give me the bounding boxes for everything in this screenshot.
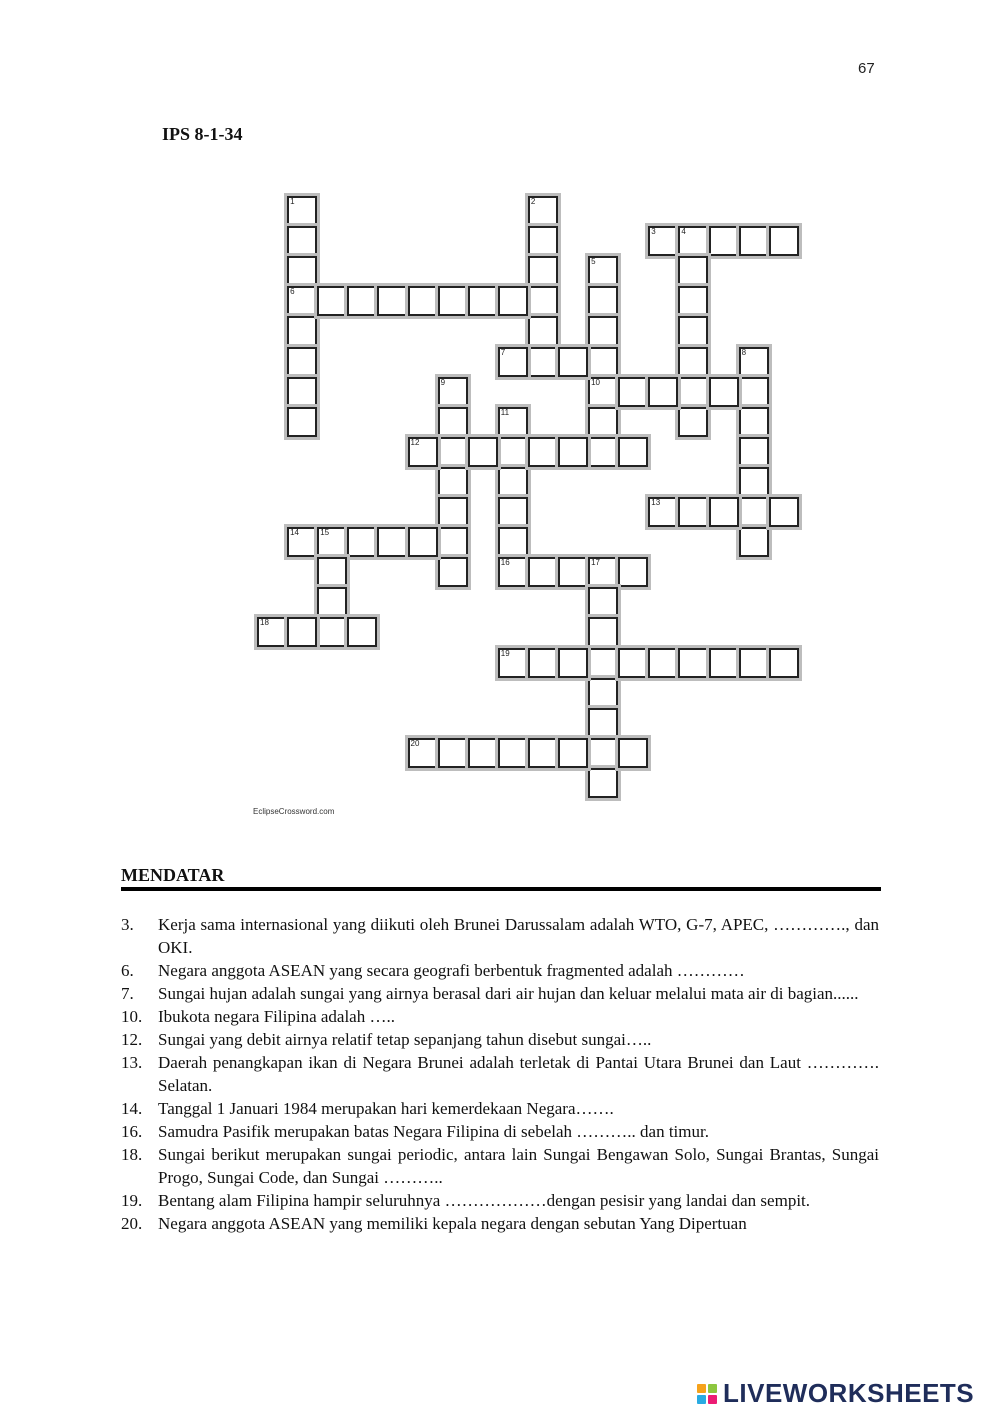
crossword-cell[interactable] [528,437,558,467]
crossword-letter-input[interactable] [741,409,767,435]
crossword-letter-input[interactable] [590,409,616,435]
crossword-cell[interactable] [287,196,317,226]
crossword-cell[interactable] [739,527,769,557]
crossword-letter-input[interactable] [620,740,646,766]
crossword-cell[interactable] [678,286,708,316]
crossword-letter-input[interactable] [620,559,646,585]
clue-item [121,1189,879,1212]
crossword-letter-input[interactable] [379,288,405,314]
crossword-cell[interactable] [438,407,468,437]
crossword-cell[interactable] [287,347,317,377]
crossword-letter-input[interactable] [289,379,315,405]
crossword-cell[interactable] [588,708,618,738]
crossword-letter-input[interactable] [500,650,526,676]
clue-list-mendatar [121,913,879,1235]
clue-text: Tanggal 1 Januari 1984 merupakan hari kemerdekaan Negara……. [158,1099,614,1118]
crossword-letter-input[interactable] [500,409,526,435]
liveworksheets-brand [697,1378,974,1409]
crossword-letter-input[interactable] [470,288,496,314]
brand-name: LIVEWORKSHEETS [723,1378,975,1408]
crossword-letter-input[interactable] [500,559,526,585]
crossword-letter-input[interactable] [590,619,616,645]
crossword-letter-input[interactable] [530,740,556,766]
crossword-letter-input[interactable] [530,198,556,224]
crossword-cell[interactable] [438,497,468,527]
crossword-cell[interactable] [739,497,769,527]
crossword-letter-input[interactable] [379,529,405,555]
clue-text: Sungai yang debit airnya relatif tetap sepanjang tahun disebut sungai….. [158,1030,652,1049]
crossword-letter-input[interactable] [590,379,616,405]
crossword-letter-input[interactable] [741,379,767,405]
crossword-cell[interactable] [739,347,769,377]
crossword-letter-input[interactable] [590,770,616,796]
crossword-letter-input[interactable] [470,740,496,766]
crossword-cell[interactable] [528,226,558,256]
crossword-cell[interactable] [648,377,678,407]
crossword-letter-input[interactable] [771,228,797,254]
crossword-letter-input[interactable] [319,288,345,314]
crossword-letter-input[interactable] [590,288,616,314]
crossword-cell[interactable] [468,286,498,316]
crossword-letter-input[interactable] [319,529,345,555]
clue-number-label: 13 [651,498,661,507]
clue-number: 6. [121,961,134,980]
clue-text: Bentang alam Filipina hampir seluruhnya ………………dengan pesisir yang landai dan sempit. [158,1191,811,1210]
clue-item [121,1143,879,1189]
crossword-letter-input[interactable] [741,439,767,465]
crossword-cell[interactable] [739,648,769,678]
crossword-letter-input[interactable] [530,439,556,465]
crossword-cell[interactable] [498,527,528,557]
crossword-letter-input[interactable] [771,499,797,525]
crossword-cell[interactable] [287,226,317,256]
crossword-cell[interactable] [588,617,618,647]
clue-number-label: 6 [290,287,295,297]
crossword-letter-input[interactable] [289,349,315,375]
crossword-cell[interactable] [588,587,618,617]
crossword-cell[interactable] [588,768,618,798]
crossword-cell[interactable] [287,617,317,647]
crossword-letter-input[interactable] [349,529,375,555]
crossword-letter-input[interactable] [650,228,676,254]
crossword-letter-input[interactable] [440,288,466,314]
logo-square [697,1384,706,1393]
clue-number-label: 10 [591,377,600,387]
clue-number-label: 4 [681,227,686,237]
clue-item [121,959,879,982]
crossword-cell[interactable] [558,738,588,768]
crossword-cell[interactable] [287,377,317,407]
crossword-letter-input[interactable] [560,559,586,585]
crossword-letter-input[interactable] [741,469,767,495]
clue-item [121,913,879,959]
crossword-cell[interactable] [678,407,708,437]
crossword-cell[interactable] [347,527,377,557]
crossword-cell[interactable] [498,407,528,437]
clue-text: Ibukota negara Filipina adalah ….. [158,1007,395,1026]
crossword-cell[interactable] [558,347,588,377]
crossword-cell[interactable] [468,738,498,768]
crossword-cell[interactable] [588,347,618,377]
crossword-letter-input[interactable] [741,650,767,676]
crossword-letter-input[interactable] [590,258,616,284]
clue-text: Samudra Pasifik merupakan batas Negara Filipina di sebelah ……….. dan timur. [158,1122,709,1141]
clue-number: 19. [121,1191,143,1210]
logo-square [708,1395,717,1404]
crossword-cell[interactable] [739,467,769,497]
crossword-cell[interactable] [347,617,377,647]
crossword-cell[interactable] [498,437,528,467]
crossword-letter-input[interactable] [500,349,526,375]
crossword-letter-input[interactable] [500,288,526,314]
clue-number: 7. [121,984,134,1003]
crossword-cell[interactable] [287,316,317,346]
crossword-cell[interactable] [588,407,618,437]
clue-text: Sungai hujan adalah sungai yang airnya berasal dari air hujan dan keluar melalui mata air di bagian...... [158,984,859,1003]
page-number: 67 [858,60,875,77]
crossword-cell[interactable] [498,738,528,768]
crossword-cell[interactable] [709,377,739,407]
crossword-cell[interactable] [528,196,558,226]
crossword-cell[interactable] [408,286,438,316]
crossword-cell[interactable] [438,527,468,557]
crossword-letter-input[interactable] [590,559,616,585]
crossword-letter-input[interactable] [530,228,556,254]
crossword-cell[interactable] [709,648,739,678]
crossword-letter-input[interactable] [650,379,676,405]
crossword-letter-input[interactable] [500,439,526,465]
crossword-letter-input[interactable] [741,529,767,555]
crossword-cell[interactable] [498,286,528,316]
crossword-letter-input[interactable] [680,409,706,435]
clue-number-label: 7 [500,347,506,357]
crossword-letter-input[interactable] [741,499,767,525]
crossword-letter-input[interactable] [319,559,345,585]
crossword-cell[interactable] [317,587,347,617]
crossword-cell[interactable] [287,286,317,316]
crossword-cell[interactable] [438,557,468,587]
crossword-cell[interactable] [558,557,588,587]
crossword-cell[interactable] [588,437,618,467]
crossword-letter-input[interactable] [440,469,466,495]
crossword-letter-input[interactable] [410,740,436,766]
crossword-letter-input[interactable] [590,710,616,736]
crossword-cell[interactable] [498,557,528,587]
clue-number: 20. [121,1214,143,1233]
crossword-letter-input[interactable] [680,228,706,254]
crossword-cell[interactable] [438,437,468,467]
crossword-letter-input[interactable] [530,318,556,344]
crossword-letter-input[interactable] [650,499,676,525]
crossword-cell[interactable] [769,497,799,527]
crossword-letter-input[interactable] [319,619,345,645]
crossword-cell[interactable] [588,316,618,346]
crossword-cell[interactable] [709,497,739,527]
clue-text: Negara anggota ASEAN yang memiliki kepala negara dengan sebutan Yang Dipertuan [158,1214,747,1233]
clue-item [121,1005,879,1028]
crossword-cell[interactable] [678,256,708,286]
crossword-letter-input[interactable] [620,379,646,405]
crossword-letter-input[interactable] [289,529,315,555]
crossword-cell[interactable] [558,648,588,678]
clue-number-label: 20 [410,738,420,748]
crossword-cell[interactable] [528,648,558,678]
clue-item [121,1212,879,1235]
clue-item [121,1120,879,1143]
crossword-cell[interactable] [678,316,708,346]
crossword-cell[interactable] [317,557,347,587]
clue-number: 14. [121,1099,143,1118]
crossword-cell[interactable] [588,377,618,407]
crossword-letter-input[interactable] [440,740,466,766]
crossword-cell[interactable] [528,557,558,587]
crossword-letter-input[interactable] [711,650,737,676]
crossword-cell[interactable] [287,527,317,557]
crossword-cell[interactable] [317,617,347,647]
liveworksheets-logo-icon [697,1384,717,1404]
clue-number: 18. [121,1145,143,1164]
clue-item [121,982,879,1005]
crossword-cell[interactable] [377,286,407,316]
crossword-letter-input[interactable] [319,589,345,615]
clue-number-label: 15 [320,528,330,538]
crossword-letter-input[interactable] [590,680,616,706]
crossword-cell[interactable] [377,527,407,557]
crossword-letter-input[interactable] [289,288,315,314]
clue-number: 12. [121,1030,143,1049]
crossword-letter-input[interactable] [530,650,556,676]
document-title: IPS 8-1-34 [162,124,243,144]
clue-number-label: 17 [591,558,600,568]
crossword-cell[interactable] [739,377,769,407]
crossword-letter-input[interactable] [500,499,526,525]
clue-number-label: 9 [440,377,446,387]
crossword-cell[interactable] [618,738,648,768]
crossword-cell[interactable] [408,437,438,467]
crossword-cell[interactable] [438,377,468,407]
crossword-letter-input[interactable] [560,439,586,465]
crossword-cell[interactable] [648,648,678,678]
clue-number: 16. [121,1122,143,1141]
crossword-letter-input[interactable] [289,258,315,284]
crossword-cell[interactable] [618,557,648,587]
crossword-letter-input[interactable] [410,288,436,314]
crossword-cell[interactable] [648,226,678,256]
crossword-cell[interactable] [678,648,708,678]
crossword-cell[interactable] [588,678,618,708]
clue-text: Kerja sama internasional yang diikuti oleh Brunei Darussalam adalah WTO, G-7, APEC, …………., dan OKI. [158,915,879,957]
crossword-letter-input[interactable] [530,559,556,585]
logo-square [697,1395,706,1404]
crossword-cell[interactable] [618,377,648,407]
crossword-cell[interactable] [347,286,377,316]
crossword-cell[interactable] [739,407,769,437]
clue-item [121,1028,879,1051]
crossword-cell[interactable] [408,738,438,768]
crossword-letter-input[interactable] [530,349,556,375]
clue-number-label: 18 [260,618,269,628]
crossword-letter-input[interactable] [560,349,586,375]
crossword-letter-input[interactable] [711,499,737,525]
crossword-cell[interactable] [498,497,528,527]
clue-number-label: 19 [500,648,510,658]
crossword-cell[interactable] [498,467,528,497]
clue-number-label: 3 [651,227,656,237]
crossword-letter-input[interactable] [440,409,466,435]
crossword-letter-input[interactable] [741,228,767,254]
crossword-letter-input[interactable] [349,619,375,645]
crossword-cell[interactable] [528,286,558,316]
crossword-letter-input[interactable] [680,499,706,525]
crossword-letter-input[interactable] [440,439,466,465]
crossword-letter-input[interactable] [440,379,466,405]
crossword-cell[interactable] [769,226,799,256]
clue-number-label: 12 [410,437,420,447]
crossword-credit: EclipseCrossword.com [253,807,335,816]
crossword-cell[interactable] [618,648,648,678]
crossword-letter-input[interactable] [741,349,767,375]
crossword-cell[interactable] [588,286,618,316]
clue-number-label: 11 [500,407,510,417]
crossword-cell[interactable] [438,738,468,768]
clue-number: 3. [121,915,134,934]
crossword-cell[interactable] [709,226,739,256]
crossword-letter-input[interactable] [711,379,737,405]
crossword-cell[interactable] [287,256,317,286]
crossword-cell[interactable] [528,256,558,286]
crossword-letter-input[interactable] [470,439,496,465]
crossword-letter-input[interactable] [410,529,436,555]
crossword-letter-input[interactable] [500,469,526,495]
crossword-cell[interactable] [678,226,708,256]
crossword-letter-input[interactable] [349,288,375,314]
crossword-cell[interactable] [678,377,708,407]
crossword-letter-input[interactable] [500,529,526,555]
clue-number-label: 2 [530,197,536,206]
clue-item [121,1051,879,1097]
crossword-letter-input[interactable] [440,559,466,585]
clue-text: Daerah penangkapan ikan di Negara Brunei adalah terletak di Pantai Utara Brunei dan Laut …………. Selatan. [158,1053,879,1095]
crossword-letter-input[interactable] [440,499,466,525]
crossword-letter-input[interactable] [289,619,315,645]
crossword-letter-input[interactable] [771,650,797,676]
crossword-cell[interactable] [739,226,769,256]
clue-number: 13. [121,1053,143,1072]
logo-square [708,1384,717,1393]
crossword-letter-input[interactable] [620,650,646,676]
crossword-letter-input[interactable] [680,349,706,375]
crossword-letter-input[interactable] [680,288,706,314]
crossword-letter-input[interactable] [259,619,285,645]
crossword-letter-input[interactable] [620,439,646,465]
clue-number: 10. [121,1007,143,1026]
crossword-letter-input[interactable] [289,198,315,224]
crossword-letter-input[interactable] [680,650,706,676]
crossword-cell[interactable] [528,316,558,346]
crossword-letter-input[interactable] [530,258,556,284]
clue-text: Negara anggota ASEAN yang secara geografi berbentuk fragmented adalah ………… [158,961,745,980]
crossword-cell[interactable] [498,347,528,377]
clue-number-label: 1 [290,197,295,206]
crossword-letter-input[interactable] [590,439,616,465]
crossword-letter-input[interactable] [590,740,616,766]
crossword-letter-input[interactable] [560,740,586,766]
crossword-cell[interactable] [528,738,558,768]
clue-number-label: 8 [741,347,747,357]
crossword-letter-input[interactable] [500,740,526,766]
crossword-cell[interactable] [769,648,799,678]
crossword-cell[interactable] [739,437,769,467]
crossword-cell[interactable] [618,437,648,467]
crossword-letter-input[interactable] [650,650,676,676]
mendatar-heading: MENDATAR [121,865,225,885]
crossword-letter-input[interactable] [590,349,616,375]
clue-text: Sungai berikut merupakan sungai periodic, antara lain Sungai Bengawan Solo, Sungai Brantas, Sungai Progo, Sungai Code, dan Sungai ……….. [158,1145,879,1187]
crossword-cell[interactable] [678,347,708,377]
crossword-cell[interactable] [438,467,468,497]
crossword-letter-input[interactable] [289,409,315,435]
crossword-letter-input[interactable] [530,288,556,314]
crossword-letter-input[interactable] [410,439,436,465]
crossword-letter-input[interactable] [440,529,466,555]
crossword-cell[interactable] [558,437,588,467]
crossword-cell[interactable] [287,407,317,437]
crossword-cell[interactable] [257,617,287,647]
crossword-cell[interactable] [317,527,347,557]
crossword-letter-input[interactable] [680,258,706,284]
crossword-cell[interactable] [588,738,618,768]
crossword-cell[interactable] [648,497,678,527]
crossword-letter-input[interactable] [560,650,586,676]
crossword-cell[interactable] [468,437,498,467]
crossword-letter-input[interactable] [289,318,315,344]
crossword-cell[interactable] [528,347,558,377]
crossword-cell[interactable] [588,256,618,286]
crossword-letter-input[interactable] [590,589,616,615]
crossword-letter-input[interactable] [289,228,315,254]
crossword-cell[interactable] [588,557,618,587]
clue-item [121,1097,879,1120]
crossword-letter-input[interactable] [680,379,706,405]
clue-number-label: 5 [591,257,596,267]
crossword-cell[interactable] [408,527,438,557]
crossword-letter-input[interactable] [590,650,616,676]
section-divider [121,887,881,891]
crossword-letter-input[interactable] [711,228,737,254]
crossword-letter-input[interactable] [590,318,616,344]
crossword-cell[interactable] [678,497,708,527]
clue-number-label: 16 [500,558,510,568]
crossword-cell[interactable] [588,648,618,678]
crossword-cell[interactable] [498,648,528,678]
crossword-cell[interactable] [438,286,468,316]
clue-number-label: 14 [290,528,299,538]
crossword-letter-input[interactable] [680,318,706,344]
crossword-cell[interactable] [317,286,347,316]
